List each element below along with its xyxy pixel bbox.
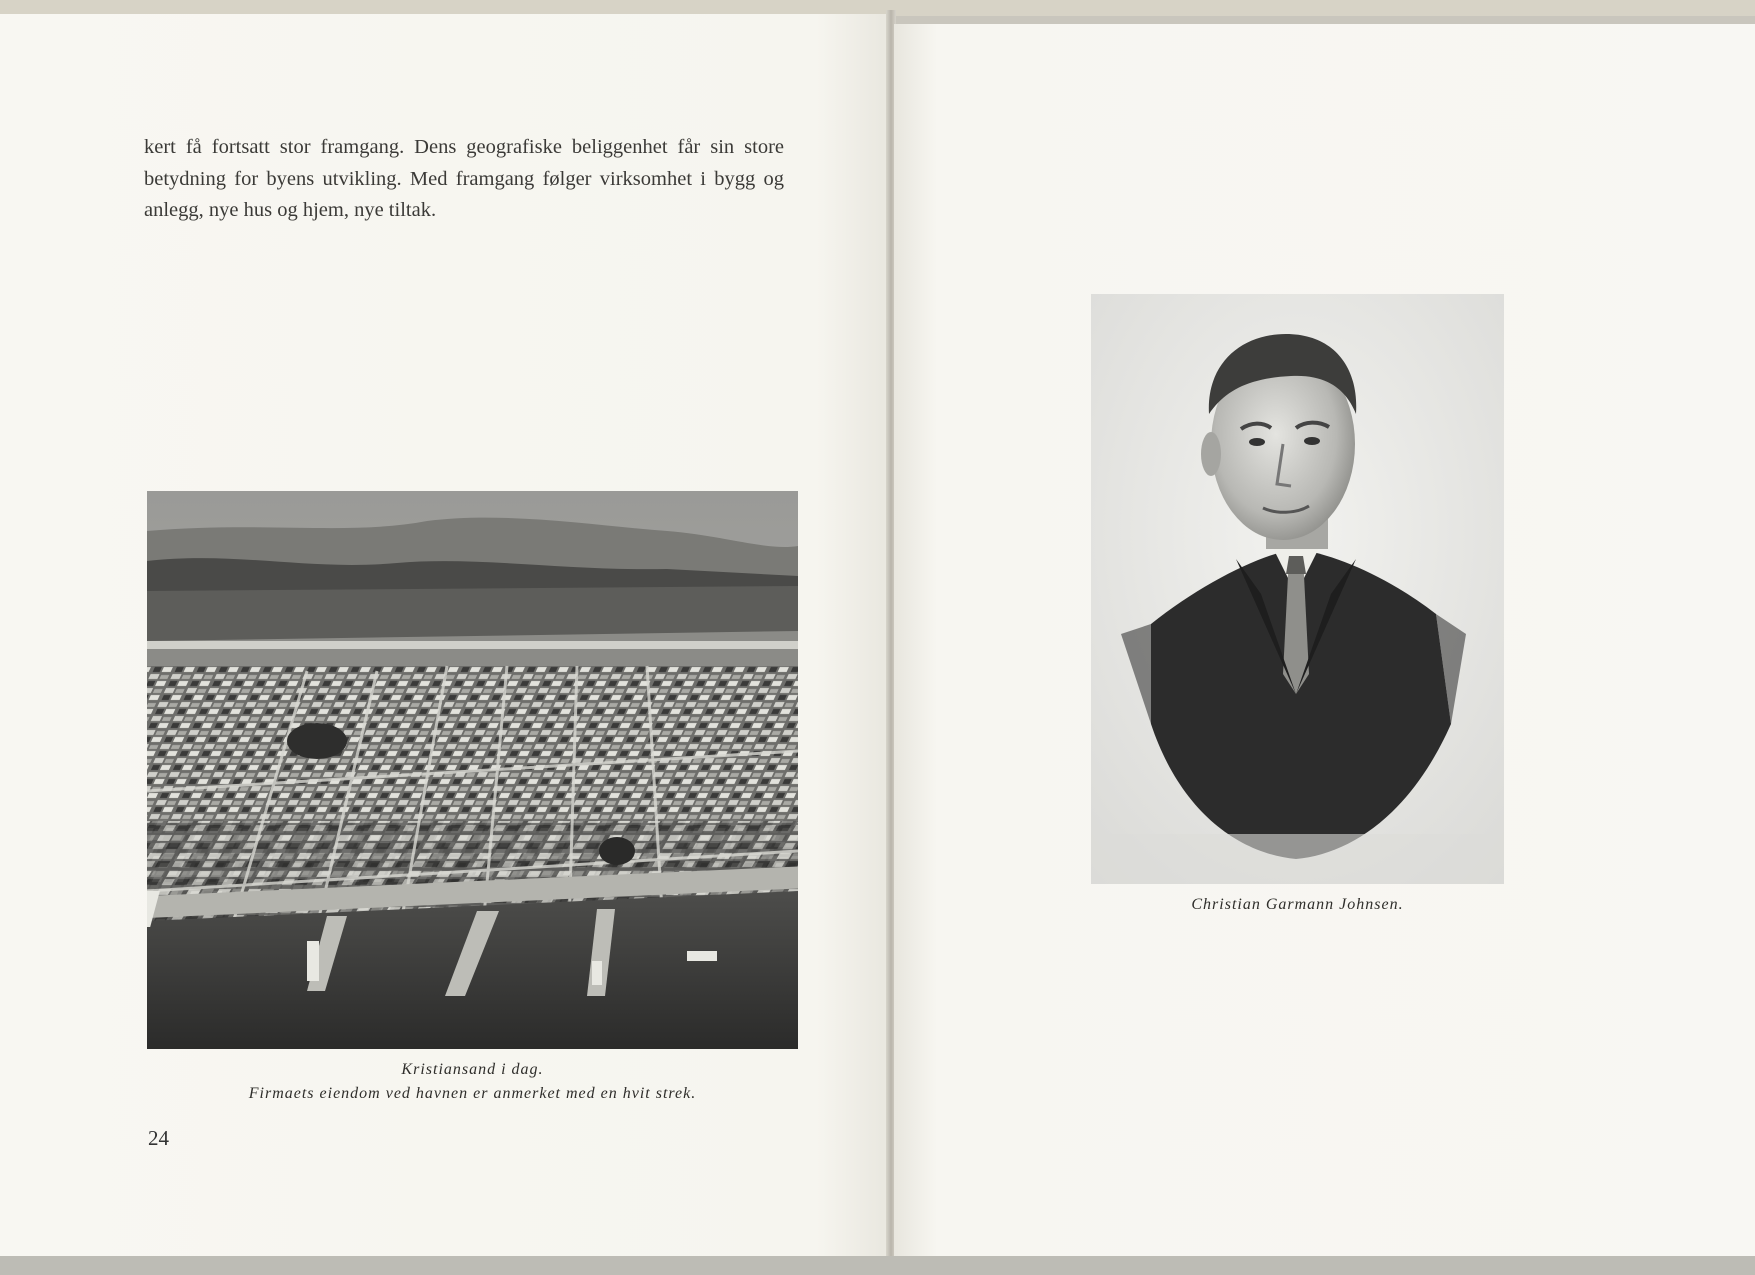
photo-caption-description: Firmaets eiendom ved havnen er anmerket med en hvit strek. [248, 1085, 697, 1102]
page-number: 24 [148, 1126, 169, 1150]
photo-caption-title: Kristiansand i dag. [401, 1061, 544, 1078]
portrait-photo [1091, 294, 1504, 884]
portrait-caption: Christian Garmann Johnsen. [1191, 896, 1404, 913]
left-page [0, 14, 888, 1262]
aerial-city-illustration [147, 491, 798, 1049]
body-paragraph: kert få fortsatt stor framgang. Dens geografiske beliggenhet får sin store betydning for byens utvikling. Med framgang følger virksomhet i bygg og anlegg, nye hus og hjem, nye tiltak. [144, 136, 784, 221]
scan-edge-bottom [0, 1256, 1755, 1275]
portrait-illustration [1091, 294, 1504, 884]
right-page [894, 24, 1755, 1260]
aerial-city-photo [147, 491, 798, 1049]
